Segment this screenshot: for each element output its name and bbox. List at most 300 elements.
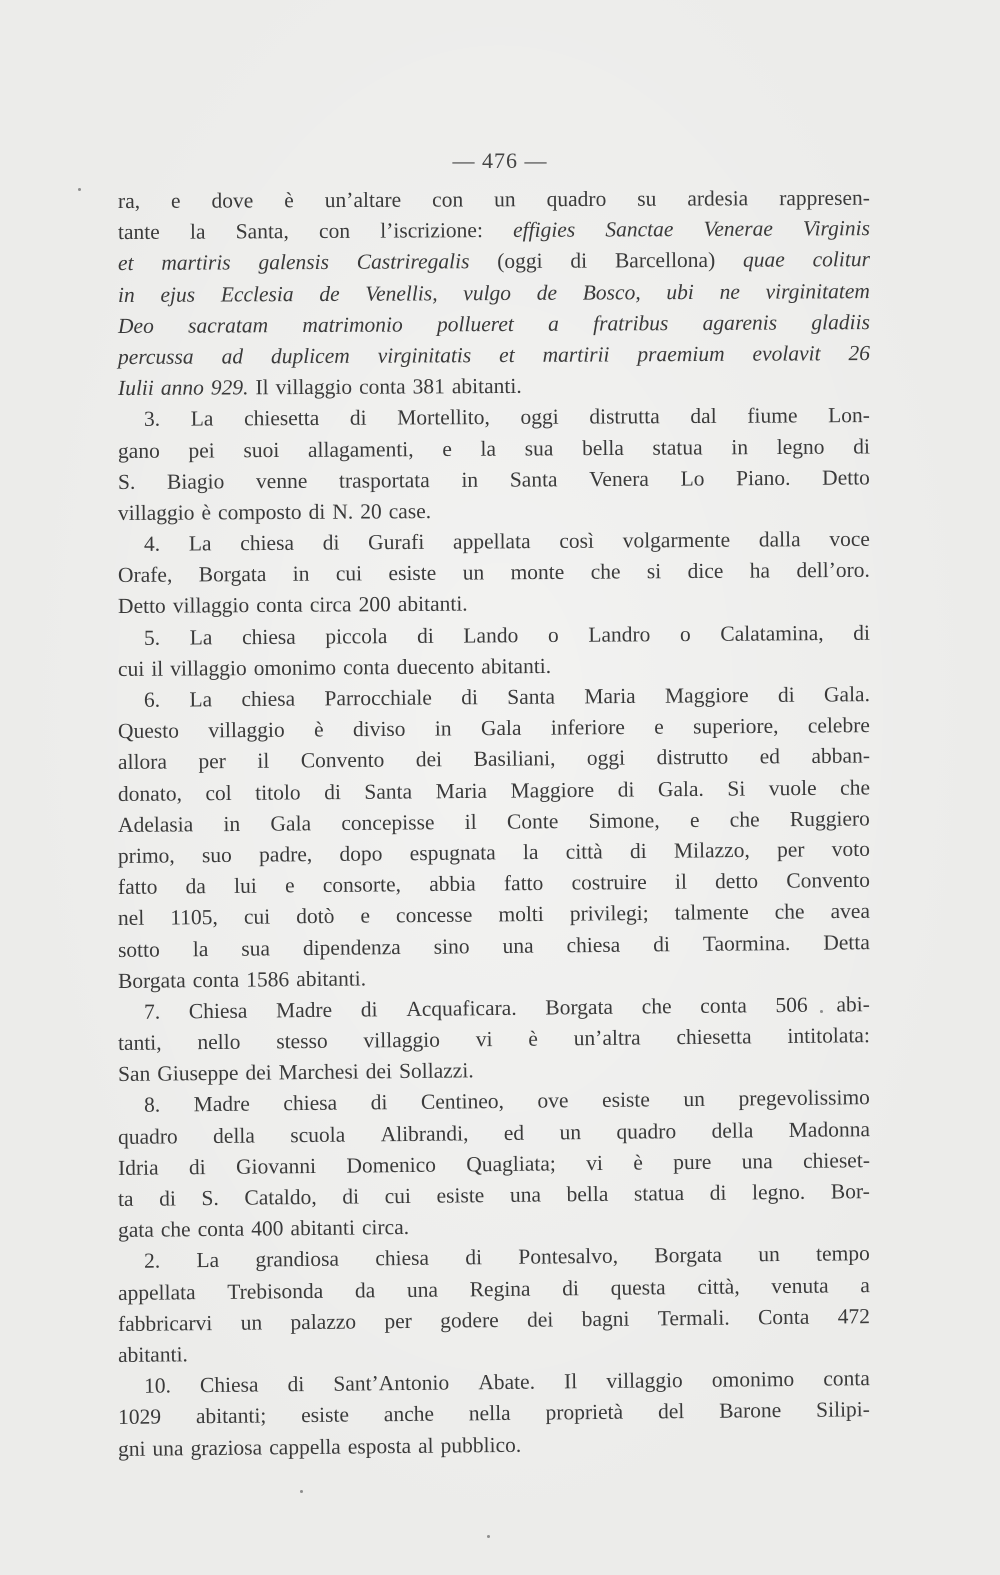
word: allagamenti, <box>307 436 414 462</box>
word: oggi <box>586 745 626 771</box>
word: Questo <box>117 718 180 744</box>
word: Deo <box>117 313 154 338</box>
word: padre, <box>258 842 313 867</box>
word: trasportata <box>338 467 430 493</box>
word: sacratam <box>188 312 269 338</box>
word: un’altra <box>573 1025 641 1051</box>
word: è <box>201 500 212 525</box>
word: circa <box>309 592 352 618</box>
word: di <box>322 530 340 555</box>
word: Barcellona) <box>614 248 716 273</box>
word: il <box>151 656 164 681</box>
word: in <box>434 716 452 741</box>
word: Borgata <box>117 967 186 993</box>
word: abitanti; <box>195 1403 267 1429</box>
word: costruire <box>571 870 647 895</box>
word: è <box>633 1150 643 1175</box>
word: di <box>461 685 479 710</box>
word: villaggio <box>363 1027 441 1053</box>
word: intitolata: <box>787 1023 871 1049</box>
word: Borgata <box>654 1243 723 1268</box>
word: godere <box>440 1307 499 1333</box>
word: Piano. <box>736 465 791 490</box>
word: da <box>185 874 207 899</box>
word: fiume <box>747 403 798 429</box>
word: quadro <box>117 1124 178 1149</box>
word: quae <box>742 247 785 273</box>
word: su <box>637 186 657 211</box>
word: o <box>679 621 691 646</box>
word: venne <box>255 468 308 493</box>
word: Gala <box>480 716 522 741</box>
word: per <box>776 837 805 862</box>
word: Chiesa <box>188 998 248 1024</box>
word: martiris <box>161 250 231 276</box>
word: per <box>198 749 226 774</box>
word: Venera <box>589 466 649 491</box>
word: Gala. <box>657 776 704 801</box>
word: praemium <box>637 341 725 367</box>
word: ne <box>719 279 740 304</box>
word: Lon- <box>828 403 870 428</box>
word: Abate. <box>478 1369 536 1395</box>
word: in <box>117 282 135 307</box>
paper-speck <box>820 1010 823 1013</box>
word: La <box>190 406 214 431</box>
word: sino <box>433 933 470 959</box>
word: Ruggiero <box>789 806 870 831</box>
word: in <box>731 434 749 459</box>
word: ove <box>537 1088 569 1114</box>
word: un <box>462 560 485 585</box>
word: Parrocchiale <box>324 685 432 711</box>
word: S. <box>201 1185 219 1211</box>
word: Calatamina, <box>720 620 824 646</box>
word: voto <box>831 836 871 862</box>
word: villaggio <box>208 717 285 743</box>
word: 1586 <box>246 966 290 992</box>
word: abitanti. <box>117 1342 188 1367</box>
word: Mortellito, <box>397 405 490 430</box>
text-line <box>118 462 870 498</box>
word: 10. <box>143 1373 171 1398</box>
word: nel <box>117 906 145 931</box>
word: villaggio <box>606 1368 683 1394</box>
word: anno <box>160 375 204 400</box>
word: un <box>758 1242 780 1267</box>
word: città, <box>697 1274 740 1299</box>
word: di <box>159 1186 176 1211</box>
word: ardesia <box>687 186 749 211</box>
word: 1029 <box>117 1404 162 1430</box>
word: di <box>360 997 378 1022</box>
word: con <box>432 187 464 212</box>
word: celebre <box>807 713 870 738</box>
word: nella <box>468 1401 511 1426</box>
text-line <box>118 307 870 342</box>
word: di <box>709 1180 727 1205</box>
word: dei <box>365 1059 393 1084</box>
word: 4. <box>143 531 161 556</box>
text-line <box>118 369 870 404</box>
word: quadro <box>616 1118 677 1144</box>
word: colitur <box>812 247 871 272</box>
word: conta <box>192 967 240 992</box>
text-line <box>118 244 870 279</box>
word: di <box>308 499 326 524</box>
word: 381 <box>412 374 445 399</box>
word: Borgata <box>198 562 267 587</box>
word: sua <box>241 935 271 961</box>
word: ejus <box>160 282 196 307</box>
word: dei <box>415 747 443 772</box>
word: del <box>657 1399 685 1424</box>
word: conta <box>197 1216 245 1242</box>
word: composto <box>217 499 302 525</box>
word: Termali. <box>657 1305 730 1331</box>
word: con <box>318 218 351 244</box>
word: pure <box>673 1149 712 1174</box>
word: città <box>565 839 603 864</box>
word: si <box>646 559 662 584</box>
word: dotò <box>296 904 335 929</box>
word: è <box>313 717 324 742</box>
word: un’altare <box>324 187 402 213</box>
word: consorte, <box>322 872 402 898</box>
word: di <box>370 1090 388 1115</box>
word: tempo <box>815 1241 870 1267</box>
word: Detta <box>823 929 870 955</box>
word: detto <box>714 868 759 894</box>
word: abitanti. <box>296 966 367 991</box>
word: Giuseppe <box>157 1060 239 1086</box>
word: Detto <box>822 465 870 490</box>
word: tante <box>117 219 160 245</box>
word: venuta <box>771 1273 829 1298</box>
word: distrutto <box>656 745 729 770</box>
word: effigies <box>513 217 576 243</box>
word: di <box>416 623 434 648</box>
word: e <box>170 188 181 213</box>
word: abban- <box>811 743 871 769</box>
word: allora <box>117 749 168 775</box>
word: ed <box>503 1120 525 1145</box>
word: Gala <box>270 811 312 836</box>
word: la <box>189 219 206 244</box>
word: il <box>464 809 477 834</box>
word: suo <box>201 842 232 868</box>
word: dal <box>690 404 717 429</box>
word: appellata <box>452 529 531 554</box>
word: della <box>212 1123 256 1148</box>
word: avea <box>830 899 871 924</box>
word: ra, <box>117 188 141 213</box>
word: Maggiore <box>510 777 595 803</box>
word: fratribus <box>593 310 669 336</box>
word: de <box>536 280 558 305</box>
word: Quagliata; <box>466 1151 556 1177</box>
word: un <box>683 1087 706 1112</box>
text-line <box>118 617 870 653</box>
word: di <box>562 1275 580 1300</box>
word: Venerae <box>703 216 773 242</box>
word: circa. <box>361 1215 410 1240</box>
word: titolo <box>255 779 301 805</box>
paper-speck <box>300 1490 303 1493</box>
word: (oggi <box>497 249 543 274</box>
word: Gala. <box>823 682 871 707</box>
word: chiesa <box>566 932 621 957</box>
word: una <box>509 1182 542 1207</box>
word: 2. <box>143 1248 161 1274</box>
word: abitanti. <box>451 374 522 399</box>
word: e <box>284 873 295 898</box>
word: dove <box>211 188 254 213</box>
word: di <box>188 1154 206 1180</box>
word: villaggio <box>172 593 250 619</box>
word: e <box>442 436 452 461</box>
word: Milazzo, <box>673 837 750 863</box>
word: lui <box>233 873 257 899</box>
word: cui <box>335 561 363 586</box>
word: pei <box>188 437 215 463</box>
word: scuola <box>290 1122 346 1147</box>
word: così <box>559 528 595 553</box>
word: nello <box>197 1029 241 1055</box>
word: Alibrandi, <box>380 1120 469 1146</box>
paper-speck <box>487 1535 490 1538</box>
word: Si <box>727 776 746 801</box>
word: esiste <box>601 1087 650 1113</box>
word: martirii <box>542 342 610 367</box>
word: questa <box>610 1274 666 1300</box>
word: Borgata <box>545 994 614 1020</box>
text-line <box>118 400 870 435</box>
word: case. <box>388 498 432 524</box>
word: o <box>547 622 559 647</box>
word: pubblico. <box>440 1432 522 1458</box>
word: 7. <box>143 999 161 1024</box>
word: di <box>349 406 367 431</box>
word: Adelasia <box>117 812 194 837</box>
word: Gurafi <box>368 529 425 555</box>
word: 200 <box>358 592 391 617</box>
word: Convento <box>300 748 385 773</box>
word: Maggiore <box>664 683 749 708</box>
word: che <box>774 899 805 925</box>
word: abitanti. <box>397 591 468 617</box>
word: esiste <box>301 1402 350 1428</box>
word: in <box>461 467 479 492</box>
word: Domenico <box>346 1152 437 1178</box>
word: Maria <box>435 778 488 803</box>
word: Trebisonda <box>227 1278 324 1304</box>
word: di <box>570 248 588 274</box>
word: 400 <box>251 1216 284 1241</box>
word: gladiis <box>811 309 870 335</box>
word: che <box>729 807 760 832</box>
word: Marchesi <box>278 1059 359 1085</box>
word: Conte <box>506 808 559 834</box>
word: dei <box>245 1060 272 1085</box>
word: Lo <box>680 466 705 491</box>
word: fatto <box>117 874 158 900</box>
word: agarenis <box>702 310 778 335</box>
word: statua <box>633 1181 685 1206</box>
word: Conta <box>757 1304 810 1330</box>
word: un <box>240 1310 263 1335</box>
word: Santa <box>507 684 556 709</box>
word: ha <box>749 558 771 583</box>
word: di <box>287 1372 305 1397</box>
word: che <box>840 775 871 800</box>
word: tanti, <box>117 1030 162 1056</box>
word: Basiliani, <box>473 746 556 772</box>
word: Ecclesia <box>220 281 294 307</box>
word: pregevolissimo <box>738 1085 870 1111</box>
word: una <box>152 1435 184 1461</box>
word: N. <box>332 499 354 524</box>
word: 929. <box>210 375 249 400</box>
word: donato, <box>117 781 183 806</box>
word: ed <box>759 744 781 769</box>
word: conta <box>343 654 390 680</box>
word: chiesa <box>241 686 296 712</box>
word: bagni <box>581 1306 630 1331</box>
word: molti <box>498 902 544 927</box>
word: 5. <box>143 625 161 650</box>
word: virginitatem <box>765 278 870 304</box>
word: di <box>853 433 870 459</box>
word: Orafe, <box>117 562 173 588</box>
word: S. <box>117 469 136 494</box>
word: e <box>689 807 700 832</box>
word: la <box>480 436 497 461</box>
text-line <box>118 586 870 622</box>
word: Santa <box>364 778 413 804</box>
word: concepisse <box>341 809 435 835</box>
word: conta <box>700 993 747 1018</box>
word: per <box>384 1308 413 1333</box>
word: conta <box>358 374 406 399</box>
word: Cataldo, <box>244 1184 317 1210</box>
word: chiesetta <box>243 406 320 431</box>
word: Taormina. <box>702 930 791 956</box>
word: pollueret <box>436 311 514 337</box>
word: di <box>853 620 871 645</box>
word: da <box>354 1277 376 1303</box>
word: Il <box>255 375 269 400</box>
word: abitanti. <box>481 653 552 679</box>
word: La <box>188 531 212 556</box>
word: Bor- <box>830 1179 870 1204</box>
word: percussa <box>117 344 194 369</box>
word: Idria <box>117 1155 159 1180</box>
word: voce <box>829 526 871 552</box>
word: che <box>160 1217 191 1242</box>
word: villaggio <box>170 655 247 681</box>
word: Venellis, <box>365 280 438 306</box>
word: suoi <box>243 437 280 462</box>
word: galensis <box>258 250 329 275</box>
word: il <box>674 869 688 894</box>
word: l’iscrizione: <box>380 218 483 243</box>
word: sua <box>524 435 554 461</box>
word: col <box>205 780 232 805</box>
word: distrutta <box>589 404 660 429</box>
word: de <box>319 281 340 306</box>
word: è <box>528 1026 539 1051</box>
word: una <box>406 1277 439 1302</box>
word: grandiosa <box>255 1247 340 1272</box>
word: Giovanni <box>235 1153 317 1179</box>
word: Regina <box>469 1276 531 1301</box>
word: 3. <box>143 407 161 432</box>
word: Virginis <box>802 216 870 241</box>
word: anche <box>383 1402 435 1427</box>
word: ta <box>117 1186 134 1211</box>
word: et <box>499 342 515 367</box>
word: Simone, <box>588 808 660 833</box>
word: dei <box>526 1307 554 1332</box>
word: gano <box>117 438 160 463</box>
word: Centineo, <box>420 1089 505 1115</box>
word: Madre <box>193 1092 250 1117</box>
word: abitanti <box>290 1215 356 1241</box>
word: in <box>223 811 241 836</box>
word: chiesa <box>241 624 296 649</box>
word: matrimonio <box>302 312 403 337</box>
word: Maria <box>584 683 636 709</box>
word: dice <box>687 559 724 584</box>
text-line <box>118 338 870 373</box>
word: proprietà <box>545 1400 624 1425</box>
word: bella <box>581 435 624 460</box>
word: talmente <box>674 900 749 925</box>
word: stesso <box>276 1028 328 1054</box>
word: monte <box>510 560 565 585</box>
word: primo, <box>117 843 175 868</box>
word: vuole <box>768 775 817 800</box>
word: al <box>417 1433 434 1458</box>
body-text <box>118 186 870 1465</box>
word: dell’oro. <box>796 558 870 583</box>
word: a <box>860 1272 871 1297</box>
word: chieset- <box>802 1147 871 1173</box>
word: statua <box>652 434 703 460</box>
word: Sanctae <box>605 217 674 242</box>
word: Sant’Antonio <box>333 1370 450 1396</box>
word: Barone <box>719 1398 782 1424</box>
word: di <box>777 682 795 707</box>
word: in <box>292 561 310 587</box>
word: esiste <box>388 561 437 586</box>
word: e <box>654 714 664 739</box>
word: et <box>117 251 134 276</box>
word: omonimo <box>711 1367 795 1392</box>
word: omonimo <box>253 655 337 680</box>
word: Santa <box>509 467 558 492</box>
word: a <box>548 311 559 336</box>
word: Biagio <box>166 469 225 494</box>
word: cui <box>117 656 145 681</box>
word: privilegi; <box>569 901 649 926</box>
word: San <box>117 1061 151 1087</box>
word: dopo <box>339 841 383 866</box>
word: duecento <box>396 654 475 679</box>
word: è <box>284 188 294 213</box>
word: dipendenza <box>302 934 401 960</box>
